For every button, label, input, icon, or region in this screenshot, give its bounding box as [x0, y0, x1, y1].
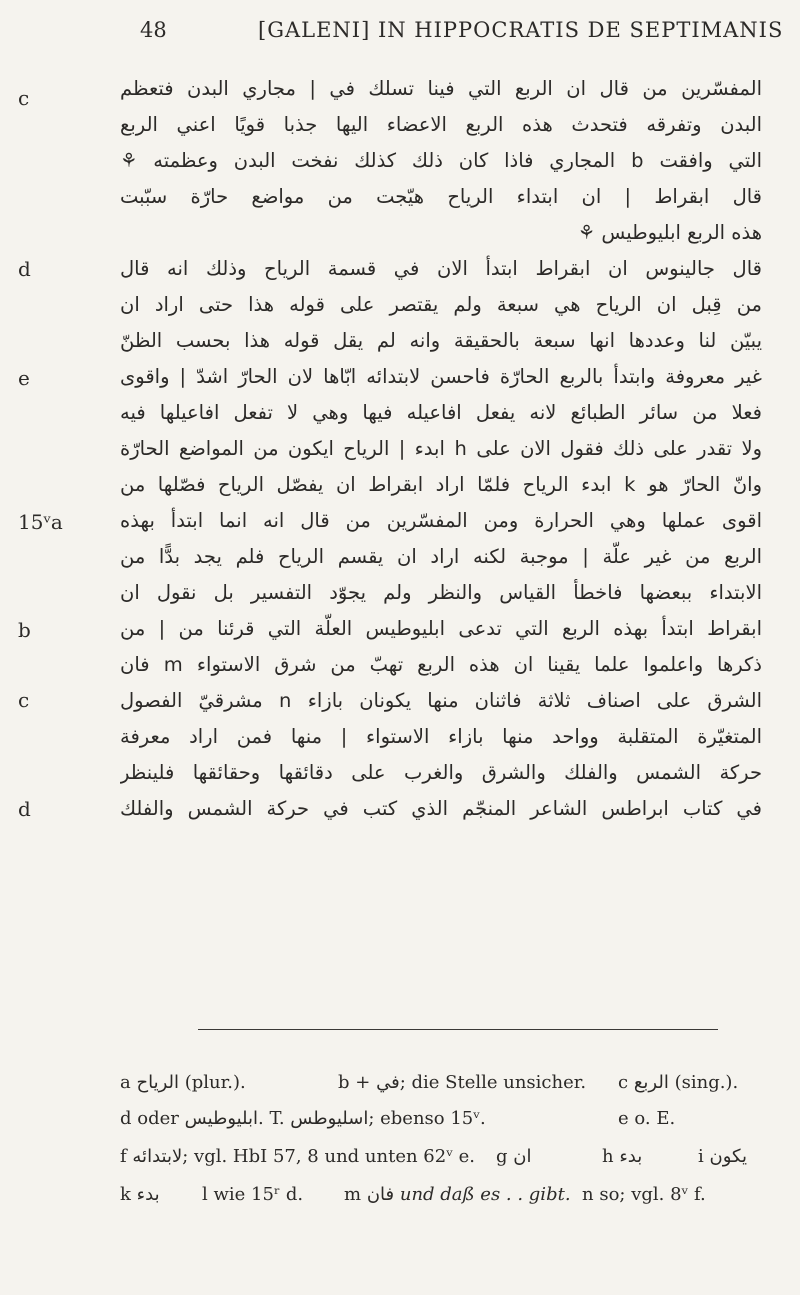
text-line: الربع من غير علّة | موجبة لكنه اراد ان يقسم الرياح فلم يجد بدًّا من — [120, 545, 762, 568]
text-line: حركة الشمس والفلك والشرق والغرب على دقائقها وحقائقها فلينظر — [120, 761, 762, 784]
footnote-divider — [198, 1029, 718, 1030]
text-line: من قِبل ان الرياح هي سبعة ولم يقتصر على قوله هذا حتى اراد ان — [120, 293, 762, 316]
margin-note: 15ᵛa — [18, 510, 63, 534]
footnote-m: m فان und daß es . . gibt. — [344, 1184, 571, 1205]
footnote-n: n so; vgl. 8ᵛ f. — [582, 1184, 706, 1205]
page-header — [0, 18, 800, 48]
footnote-a: a الرياح (plur.). — [120, 1072, 246, 1093]
footnote-row — [120, 1184, 770, 1214]
footnote-b: b + في; die Stelle unsicher. — [338, 1072, 587, 1093]
text-line: التي وافقت b المجاري فاذا كان ذلك كذلك نفخت البدن وعظمته ⚘ — [120, 149, 762, 172]
text-line: اقوى عملها وهي الحرارة ومن المفسّرين من قال انه انما ابتدأ بهذه — [120, 509, 762, 532]
footnote-e: e o. E. — [618, 1108, 676, 1129]
text-line: ذكرها واعلموا علما يقينا ان هذه الربع تهبّ من شرق الاستواء m فان — [120, 653, 762, 676]
margin-note: b — [18, 618, 31, 642]
margin-note: e — [18, 366, 30, 390]
running-title: [GALENI] IN HIPPOCRATIS DE SEPTIMANIS — [258, 18, 784, 42]
text-line: يبيّن لنا وعددها انها سبعة بالحقيقة وانه لم يقل قوله هذا بحسب الظنّ — [120, 329, 762, 352]
text-line: المتغيّرة المتقلبة وواحد منها بازاء الاستواء | منها فمن اراد معرفة — [120, 725, 762, 748]
footnote-row — [120, 1108, 770, 1138]
footnote-l: l wie 15ʳ d. — [202, 1184, 304, 1205]
text-line: في كتاب ابراطس الشاعر المنجّم الذي كتب في حركة الشمس والفلك — [120, 797, 762, 820]
footnote-d: d oder ابليوطيس. T. اسليوطس; ebenso 15ᵛ. — [120, 1108, 486, 1129]
text-line: الشرق على اصناف ثلاثة فاثنان منها يكونان بازاء n مشرقيّ الفصول — [120, 689, 762, 712]
margin-note: d — [18, 797, 31, 821]
text-line: الابتداء ببعضها فاخطأ القياس والنظر ولم يجوّد التفسير بل نقول ان — [120, 581, 762, 604]
footnote-f: f لابتدائه; vgl. HbI 57, 8 und unten 62ᵛ e. — [120, 1146, 476, 1167]
text-line: البدن وتفرقه فتحدث هذه الربع الاعضاء اليها جذبا قويًا اعني الربع — [120, 113, 762, 136]
text-line: غير معروفة وابتدأ بالربع الحارّة فاحسن لابتدائه ابّاها لان الحارّ اشدّ | واقوى — [120, 365, 762, 388]
text-line: قال جالينوس ان ابقراط ابتدأ الان في قسمة الرياح وذلك انه قال — [120, 257, 762, 280]
text-line: قال ابقراط | ان ابتداء الرياح هيّجت من مواضع حارّة سبّبت — [120, 185, 762, 208]
footnote-h: h بدء — [602, 1146, 643, 1167]
footnote-c: c الربع (sing.). — [618, 1072, 739, 1093]
footnote-g: g ان — [496, 1146, 532, 1167]
arabic-text-block — [120, 70, 762, 820]
footnote-row — [120, 1072, 770, 1102]
footnote-row — [120, 1146, 770, 1176]
footnote-i: i يكون — [698, 1146, 747, 1167]
margin-note: c — [18, 86, 30, 110]
text-line: وانّ الحارّ هو k ابدء الرياح فلمّا اراد ابقراط ان يفصّل الرياح فصّلها من — [120, 473, 762, 496]
text-line: المفسّرين من قال ان الربع التي فينا تسلك في | مجاري البدن فتعظم — [120, 77, 762, 100]
margin-note: c — [18, 688, 30, 712]
page-number: 48 — [140, 18, 167, 42]
text-line: هذه الربع ابليوطيس ⚘ — [577, 221, 762, 244]
text-line: ابقراط ابتدأ بهذه الربع التي تدعى ابليوطيس العلّة التي قرئنا من | من — [120, 617, 762, 640]
margin-column — [0, 0, 110, 821]
footnote-k: k بدء — [120, 1184, 160, 1205]
margin-note: d — [18, 257, 31, 281]
text-line: ولا تقدر على ذلك فقول الان على h ابدء | الرياح ايكون من المواضع الحارّة — [120, 437, 762, 460]
text-line: فعلا من سائر الطبائع لانه يفعل افاعيله فيها وهي لا تفعل افاعيلها فيه — [120, 401, 762, 424]
